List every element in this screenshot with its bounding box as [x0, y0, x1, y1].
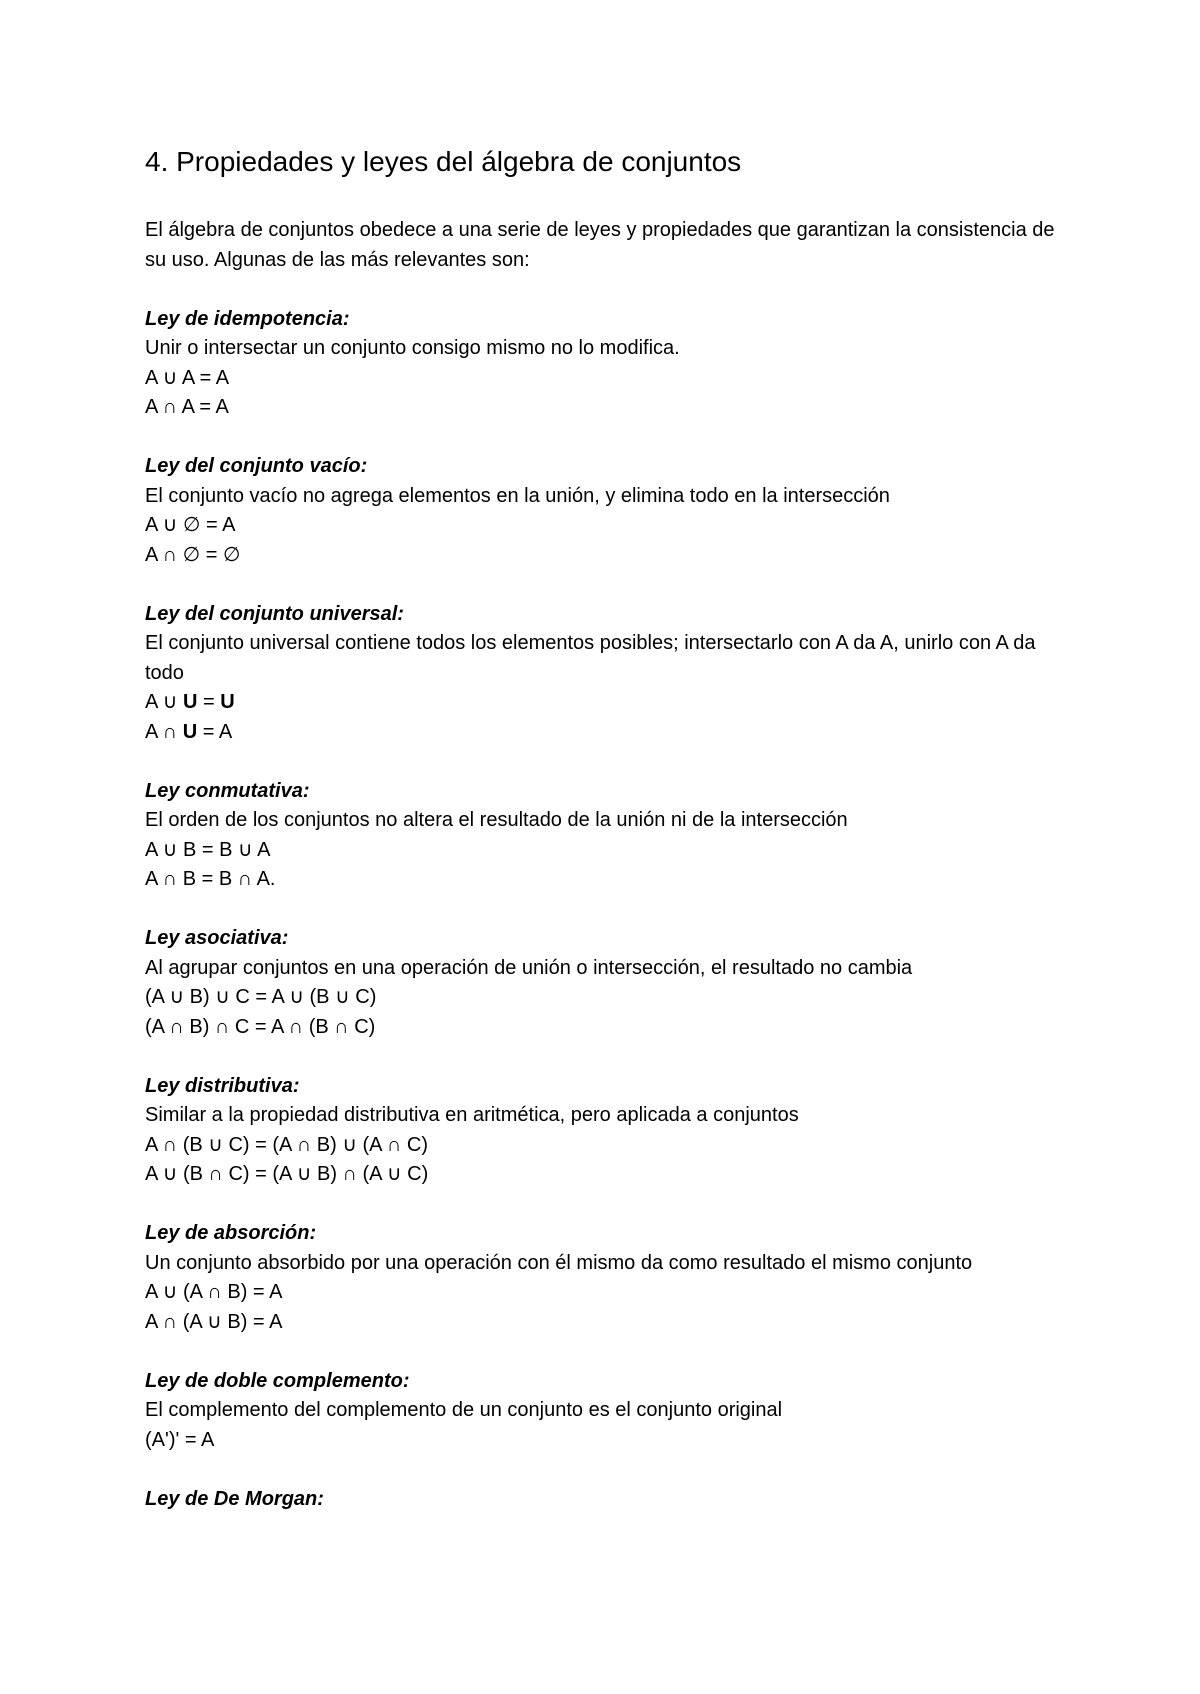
- law-conjunto-universal: [145, 600, 1065, 748]
- formula: A ∪ (B ∩ C) = (A ∪ B) ∩ (A ∪ C): [145, 1163, 429, 1185]
- law-title: Ley de De Morgan:: [145, 1487, 324, 1510]
- law-title: Ley asociativa:: [145, 927, 289, 949]
- formula: [145, 688, 1065, 718]
- law-description: El conjunto vacío no agrega elementos en la unión, y elimina todo en la intersección: [145, 484, 890, 507]
- law-description: Unir o intersectar un conjunto consigo mismo no lo modifica.: [145, 337, 680, 359]
- formula: A ∩ B = B ∩ A.: [145, 868, 276, 890]
- law-title: Ley de idempotencia:: [145, 307, 350, 330]
- law-conjunto-vacio: [145, 452, 1065, 570]
- formula-part: =: [197, 691, 221, 713]
- law-distributiva: [145, 1072, 1065, 1190]
- universal-set-symbol: U: [182, 720, 198, 743]
- law-conmutativa: [145, 777, 1065, 895]
- law-description: Un conjunto absorbido por una operación con él mismo da como resultado el mismo conjunto: [145, 1251, 973, 1274]
- law-title: Ley distributiva:: [145, 1074, 300, 1097]
- formula: (A ∪ B) ∪ C = A ∪ (B ∪ C): [145, 986, 377, 1008]
- formula: A ∩ (A ∪ B) = A: [145, 1310, 283, 1333]
- formula: (A')' = A: [145, 1428, 215, 1451]
- formula-part: A ∪: [145, 691, 183, 713]
- formula-part: = A: [197, 720, 233, 743]
- law-description: Al agrupar conjuntos en una operación de unión o intersección, el resultado no cambia: [145, 956, 913, 979]
- law-de-morgan: [145, 1485, 1065, 1515]
- intro-paragraph: El álgebra de conjuntos obedece a una serie de leyes y propiedades que garantizan la consistencia de su uso. Algunas de las más relevantes son:: [145, 219, 1055, 271]
- law-asociativa: [145, 924, 1065, 1042]
- law-description: El conjunto universal contiene todos los elementos posibles; intersectarlo con A da A, unirlo con A da todo: [145, 632, 1036, 684]
- document-body: [145, 216, 1065, 1544]
- law-absorcion: [145, 1219, 1065, 1337]
- universal-set-symbol: U: [183, 691, 198, 713]
- formula: A ∪ A = A: [145, 366, 230, 389]
- formula: A ∪ (A ∩ B) = A: [145, 1281, 283, 1303]
- formula: (A ∩ B) ∩ C = A ∩ (B ∩ C): [145, 1015, 376, 1038]
- formula: A ∩ (B ∪ C) = (A ∩ B) ∪ (A ∩ C): [145, 1133, 428, 1156]
- law-title: Ley del conjunto universal:: [145, 602, 404, 625]
- formula: A ∩ A = A: [145, 396, 229, 418]
- law-idempotencia: [145, 305, 1065, 423]
- law-title: Ley de doble complemento:: [145, 1369, 410, 1392]
- law-title: Ley de absorción:: [145, 1222, 317, 1244]
- law-title: Ley conmutativa:: [145, 779, 310, 802]
- formula: [145, 718, 1065, 748]
- law-description: Similar a la propiedad distributiva en aritmética, pero aplicada a conjuntos: [145, 1104, 799, 1126]
- formula: A ∪ ∅ = A: [145, 514, 236, 536]
- law-description: El complemento del complemento de un conjunto es el conjunto original: [145, 1399, 783, 1421]
- law-description: El orden de los conjuntos no altera el resultado de la unión ni de la intersección: [145, 809, 848, 831]
- formula-part: A ∩: [145, 720, 183, 743]
- formula: A ∪ B = B ∪ A: [145, 838, 271, 861]
- formula: A ∩ ∅ = ∅: [145, 543, 241, 566]
- law-doble-complemento: [145, 1367, 1065, 1456]
- law-title: Ley del conjunto vacío:: [145, 455, 368, 477]
- page-title: 4. Propiedades y leyes del álgebra de conjuntos: [145, 146, 742, 177]
- universal-set-symbol: U: [220, 691, 235, 713]
